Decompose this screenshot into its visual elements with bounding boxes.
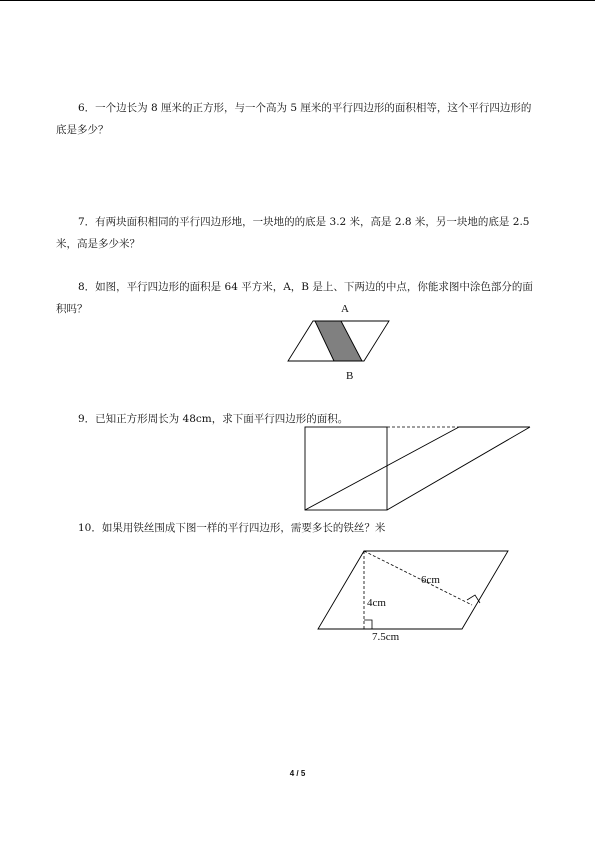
question-6: 6．一个边长为 8 厘米的正方形，与一个高为 5 厘米的平行四边形的面积相等，这个平行四边形的底是多少？: [56, 102, 532, 136]
question-10: 10．如果用铁丝围成下图一样的平行四边形，需要多长的铁丝？米: [78, 522, 386, 534]
q8-label-a: A: [341, 303, 349, 315]
figure-q9-square-parallelogram: [305, 427, 530, 510]
q10-right-angle-bottom: [364, 620, 372, 629]
q8-shaded-region: [315, 321, 362, 361]
question-9: 9．已知正方形周长为 48cm，求下面平行四边形的面积。: [78, 413, 349, 425]
page-number: 4 / 5: [289, 769, 306, 778]
q9-left-slant: [305, 427, 459, 510]
q8-label-b: B: [346, 370, 354, 382]
q10-label-6cm: 6cm: [421, 574, 440, 586]
q9-right-slant: [387, 427, 530, 510]
figure-q10-parallelogram: [318, 551, 508, 643]
q9-square: [305, 427, 387, 510]
question-7: 7．有两块面积相同的平行四边形地，一块地的的底是 3.2 米，高是 2.8 米，另一块地的底是 2.5 米，高是多少米？: [56, 216, 530, 250]
q10-outline: [318, 551, 508, 629]
question-8: 8．如图，平行四边形的面积是 64 平方米，A，B 是上、下两边的中点，你能求图中涂色部分的面积吗？: [56, 281, 533, 315]
q10-label-7-5cm: 7.5cm: [372, 631, 400, 643]
figure-q8-parallelogram: [288, 303, 389, 382]
q10-label-4cm: 4cm: [367, 597, 386, 609]
